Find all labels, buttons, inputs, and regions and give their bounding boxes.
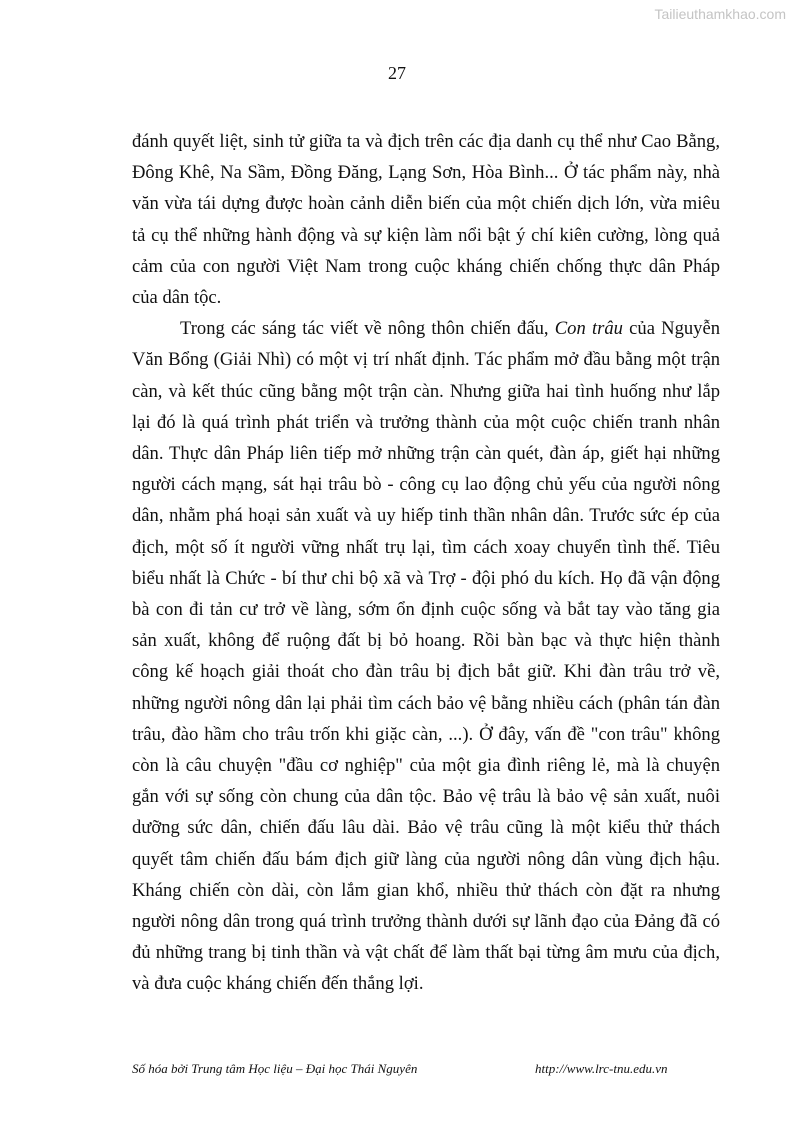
text-line: công kế hoạch giải thoát cho đàn trâu bị địch bắt giữ. Khi đàn trâu trở về,	[132, 661, 720, 683]
text-line: trâu, đào hầm cho trâu trốn khi giặc càn, ...). Ở đây, vấn đề "con trâu" không	[132, 723, 720, 745]
text-line: dân, nhằm phá hoại sản xuất và uy hiếp tinh thần nhân dân. Trước sức ép của	[132, 505, 720, 527]
text-line: lại đó là quá trình phát triển và trưởng thành của một cuộc chiến tranh nhân	[132, 411, 720, 433]
text-line: sản xuất, không để ruộng đất bị bỏ hoang. Rồi bàn bạc và thực hiện thành	[132, 630, 720, 652]
paragraph-2	[132, 313, 720, 999]
text-line: tả cụ thể những hành động và sự kiện làm nổi bật ý chí kiên cường, lòng quả	[132, 224, 720, 246]
text-line: gắn với sự sống còn chung của dân tộc. Bảo vệ trâu là bảo vệ sản xuất, nuôi	[132, 786, 720, 808]
text-line: quyết tâm chiến đấu bám địch giữ làng của người nông dân vùng địch hậu.	[132, 848, 720, 870]
paragraph-1	[132, 126, 720, 313]
text-line: của dân tộc.	[132, 287, 222, 309]
text-line: bà con đi tản cư trở về làng, sớm ổn định cuộc sống và bắt tay vào tăng gia	[132, 599, 720, 621]
text-line: địch, một số ít người vững nhất trụ lại, tìm cách xoay chuyển tình thế. Tiêu	[132, 536, 720, 558]
text-segment: Trong các sáng tác viết về nông thôn chiến đấu,	[180, 318, 555, 340]
text-line: dân. Thực dân Pháp liên tiếp mở những trận càn quét, đàn áp, giết hại những	[132, 443, 720, 465]
footer-publisher: Số hóa bởi Trung tâm Học liệu – Đại học Thái Nguyên	[132, 1061, 418, 1076]
text-line: và đưa cuộc kháng chiến đến thắng lợi.	[132, 973, 424, 995]
text-line: biểu nhất là Chức - bí thư chi bộ xã và Trợ - đội phó du kích. Họ đã vận động	[132, 567, 720, 589]
watermark: Tailieuthamkhao.com	[654, 6, 786, 22]
text-line: người nông dân trong quá trình trưởng thành dưới sự lãnh đạo của Đảng đã có	[132, 911, 720, 933]
text-line: còn là câu chuyện "đầu cơ nghiệp" của một gia đình riêng lẻ, mà là chuyện	[132, 755, 720, 777]
page-number: 27	[388, 63, 406, 83]
footer-url[interactable]: http://www.lrc-tnu.edu.vn	[535, 1061, 668, 1076]
text-line: dưỡng sức dân, chiến đấu lâu dài. Bảo vệ trâu cũng là một kiểu thử thách	[132, 817, 720, 839]
text-line: càn, và kết thúc cũng bằng một trận càn. Nhưng giữa hai tình huống như lắp	[132, 380, 720, 402]
text-line: đủ những trang bị tinh thần và vật chất để làm thất bại từng âm mưu của địch,	[132, 942, 720, 964]
book-title: Con trâu	[554, 318, 623, 340]
text-segment: của Nguyễn	[622, 318, 721, 340]
text-line-first	[132, 313, 720, 344]
text-line: người cách mạng, sát hại trâu bò - công cụ lao động chủ yếu của người nông	[132, 474, 720, 496]
text-line: văn vừa tái dựng được hoàn cảnh diễn biến của một chiến dịch lớn, vừa miêu	[132, 193, 720, 215]
text-line: Kháng chiến còn dài, còn lắm gian khổ, nhiều thử thách còn đặt ra nhưng	[132, 879, 720, 901]
body-text	[132, 126, 720, 1000]
text-line: đánh quyết liệt, sinh tử giữa ta và địch trên các địa danh cụ thể như Cao Bằng,	[132, 131, 720, 152]
text-line: những người nông dân lại phải tìm cách bảo vệ bằng nhiều cách (phân tán đàn	[132, 692, 720, 714]
text-line: Đông Khê, Na Sầm, Đồng Đăng, Lạng Sơn, Hòa Bình... Ở tác phẩm này, nhà	[132, 162, 720, 184]
text-line: Văn Bổng (Giải Nhì) có một vị trí nhất định. Tác phẩm mở đầu bằng một trận	[132, 349, 720, 371]
text-line: cảm của con người Việt Nam trong cuộc kháng chiến chống thực dân Pháp	[132, 255, 720, 277]
